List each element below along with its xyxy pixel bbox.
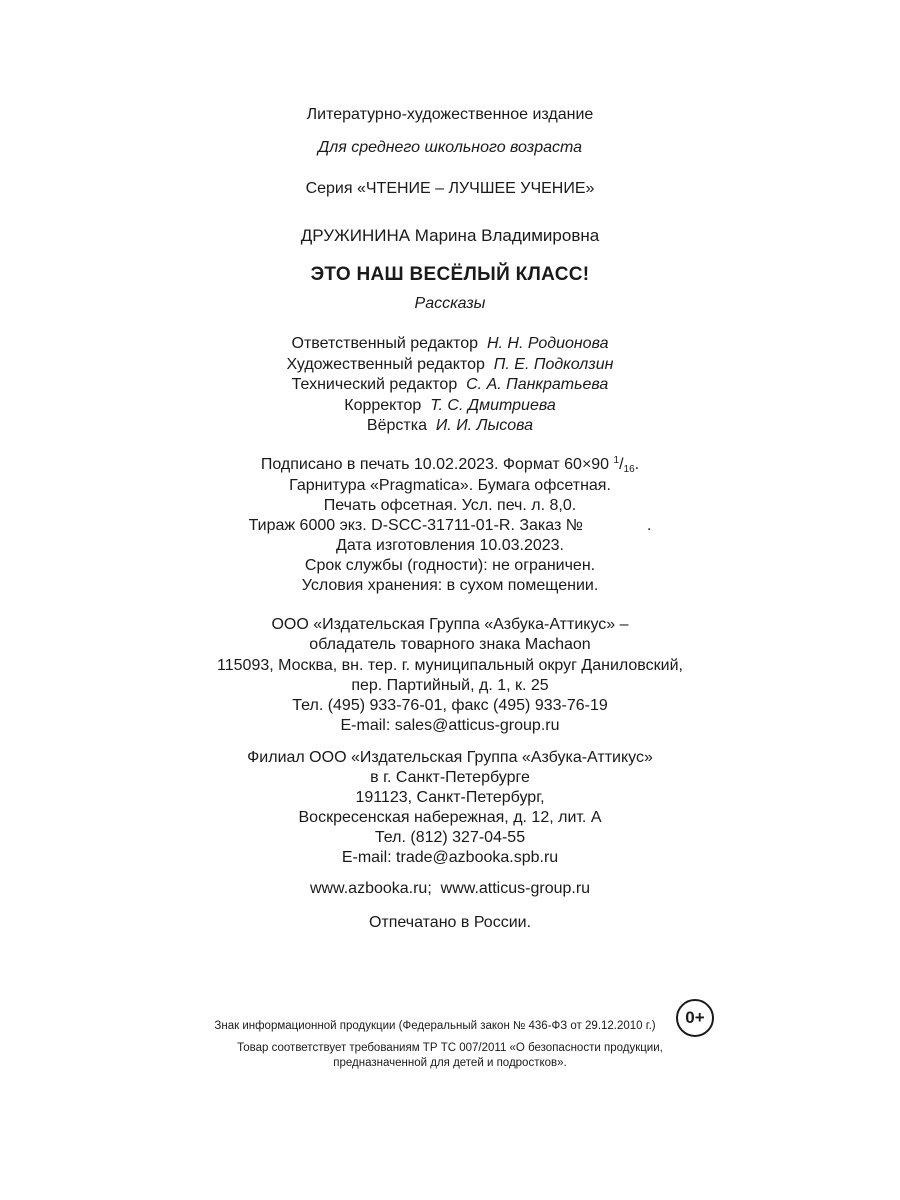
publisher-phone: Тел. (495) 933-76-01, факс (495) 933-76-19 [292, 697, 608, 714]
signed-end: . [634, 456, 640, 473]
editor-role: Вёрстка [366, 417, 427, 434]
editor-name: И. И. Лысова [435, 417, 534, 434]
publisher-email: E-mail: sales@atticus-group.ru [340, 717, 560, 734]
manufactured-line: Дата изготовления 10.03.2023. [336, 537, 564, 554]
editor-name: Т. С. Дмитриева [430, 397, 556, 414]
storage-line: Условия хранения: в сухом помещении. [301, 577, 599, 594]
branch-phone: Тел. (812) 327-04-55 [374, 829, 526, 846]
editor-name: П. Е. Подколзин [493, 356, 614, 373]
book-title: ЭТО НАШ ВЕСЁЛЫЙ КЛАСС! [310, 264, 590, 285]
circulation-end: . [646, 517, 652, 534]
websites: www.azbooka.ru; www.atticus-group.ru [309, 880, 591, 897]
branch-name: Филиал ООО «Издательская Группа «Азбука-Аттикус» [247, 749, 653, 766]
editor-role: Художественный редактор [286, 356, 485, 373]
printed-in: Отпечатано в России. [368, 914, 532, 931]
audience: Для среднего школьного возраста [317, 139, 583, 156]
signed-text: Подписано в печать 10.02.2023. Формат 60×90 [260, 456, 610, 473]
editor-line [0, 416, 900, 436]
age-rating-badge: 0+ [676, 999, 714, 1037]
format-denominator: 16 [623, 464, 635, 475]
typeface-line: Гарнитура «Pragmatica». Бумага офсетная. [289, 477, 611, 494]
branch-address: 191123, Санкт-Петербург, [355, 789, 545, 806]
editor-role: Ответственный редактор [291, 335, 479, 352]
format-numerator: 1 [613, 455, 620, 466]
branch-city: в г. Санкт-Петербурге [370, 769, 530, 786]
circulation-line [0, 516, 900, 536]
circulation-text: Тираж 6000 экз. D-SCC-31711-01-R. Заказ № [248, 517, 583, 534]
author: ДРУЖИНИНА Марина Владимировна [300, 226, 600, 245]
editor-line [0, 334, 900, 354]
signed-line: Подписано в печать 10.02.2023. Формат 60×90 $^1$/16. [260, 455, 640, 475]
editor-line [0, 375, 900, 395]
branch-address: Воскресенская набережная, д. 12, лит. А [298, 809, 602, 826]
editor-line [0, 355, 900, 375]
editor-line [0, 396, 900, 416]
shelf-life-line: Срок службы (годности): не ограничен. [304, 557, 596, 574]
conformity-text: Товар соответствует требованиям ТР ТС 007/2011 «О безопасности продукции, [237, 1042, 663, 1054]
info-sign-text: Знак информационной продукции (Федеральный закон № 436-ФЗ от 29.12.2010 г.) [214, 1020, 656, 1032]
publisher-trademark: обладатель товарного знака Machaon [309, 636, 591, 653]
publisher-address: пер. Партийный, д. 1, к. 25 [351, 677, 549, 694]
editor-name: Н. Н. Родионова [486, 335, 609, 352]
series: Серия «ЧТЕНИЕ – ЛУЧШЕЕ УЧЕНИЕ» [305, 180, 595, 197]
editor-role: Корректор [344, 397, 422, 414]
conformity-text: предназначенной для детей и подростков». [333, 1057, 567, 1069]
branch-email: E-mail: trade@azbooka.spb.ru [341, 849, 559, 866]
edition-type: Литературно-художественное издание [306, 106, 594, 123]
publisher-name: ООО «Издательская Группа «Азбука-Аттикус» – [271, 616, 629, 633]
printing-line: Печать офсетная. Усл. печ. л. 8,0. [323, 497, 577, 514]
genre: Рассказы [414, 295, 486, 312]
publisher-address: 115093, Москва, вн. тер. г. муниципальный округ Даниловский, [217, 657, 683, 674]
editor-name: С. А. Панкратьева [466, 376, 609, 393]
editor-role: Технический редактор [291, 376, 458, 393]
